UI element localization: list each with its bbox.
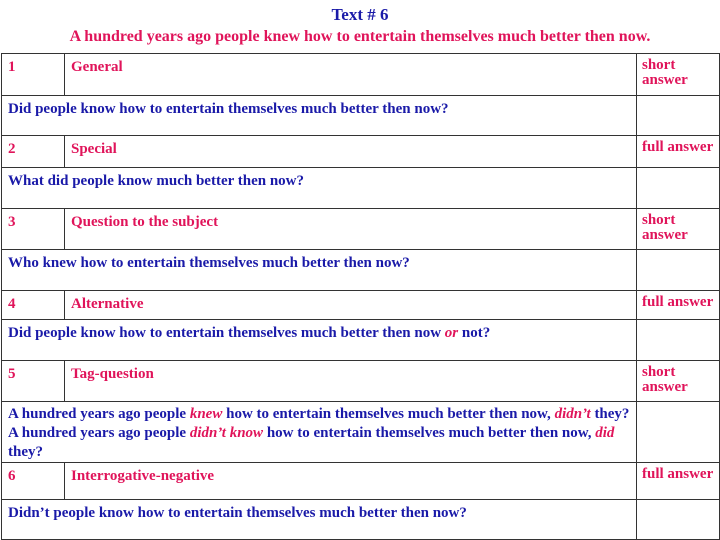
highlighted-word: did	[595, 425, 615, 441]
highlighted-word: or	[444, 325, 459, 341]
question-text: they?	[8, 444, 43, 460]
example-question: Did people know how to entertain themselves much better then now?	[2, 96, 637, 136]
table-row	[2, 463, 720, 500]
highlighted-word: didn’t know	[189, 425, 264, 441]
empty-cell	[637, 500, 720, 540]
answer-type: short answer	[637, 209, 720, 250]
table-row	[2, 96, 720, 136]
question-text: not?	[458, 325, 491, 341]
empty-cell	[637, 402, 720, 463]
highlighted-word: knew	[189, 406, 223, 422]
question-type: General	[65, 54, 637, 96]
empty-cell	[637, 168, 720, 209]
page-title: Text # 6	[331, 5, 389, 24]
tag-example-1	[8, 405, 631, 424]
question-text: Did people know how to entertain themselves much better then now	[8, 325, 445, 341]
row-number: 3	[2, 209, 65, 250]
example-question: Didn’t people know how to entertain themselves much better then now?	[2, 500, 637, 540]
question-type: Question to the subject	[65, 209, 637, 250]
example-question: Who knew how to entertain themselves much better then now?	[2, 250, 637, 291]
question-type: Alternative	[65, 291, 637, 320]
tag-example-2	[8, 424, 631, 462]
question-type: Special	[65, 136, 637, 168]
table-row	[2, 209, 720, 250]
example-question: What did people know much better then now?	[2, 168, 637, 209]
answer-type: full answer	[637, 463, 720, 500]
question-text: how to entertain themselves much better then now,	[263, 425, 596, 441]
answer-type: full answer	[637, 136, 720, 168]
question-text: A hundred years ago people	[8, 425, 190, 441]
row-number: 5	[2, 361, 65, 402]
example-question	[2, 402, 637, 463]
table-row	[2, 250, 720, 291]
table-row	[2, 291, 720, 320]
row-number: 6	[2, 463, 65, 500]
row-number: 1	[2, 54, 65, 96]
table-row	[2, 500, 720, 540]
answer-type: short answer	[637, 54, 720, 96]
question-text: how to entertain themselves much better then now,	[222, 406, 555, 422]
empty-cell	[637, 96, 720, 136]
table-row	[2, 54, 720, 96]
question-type: Interrogative-negative	[65, 463, 637, 500]
example-question	[2, 320, 637, 361]
row-number: 4	[2, 291, 65, 320]
table-row	[2, 168, 720, 209]
question-types-table	[1, 53, 720, 540]
table-row	[2, 320, 720, 361]
answer-type: full answer	[637, 291, 720, 320]
question-text: they?	[590, 406, 630, 422]
page-subtitle: A hundred years ago people knew how to entertain themselves much better then now.	[69, 28, 651, 45]
table-row	[2, 402, 720, 463]
answer-type: short answer	[637, 361, 720, 402]
question-type: Tag-question	[65, 361, 637, 402]
table-row	[2, 361, 720, 402]
table-row	[2, 136, 720, 168]
highlighted-word: didn’t	[554, 406, 591, 422]
empty-cell	[637, 250, 720, 291]
question-text: A hundred years ago people	[8, 406, 190, 422]
empty-cell	[637, 320, 720, 361]
row-number: 2	[2, 136, 65, 168]
